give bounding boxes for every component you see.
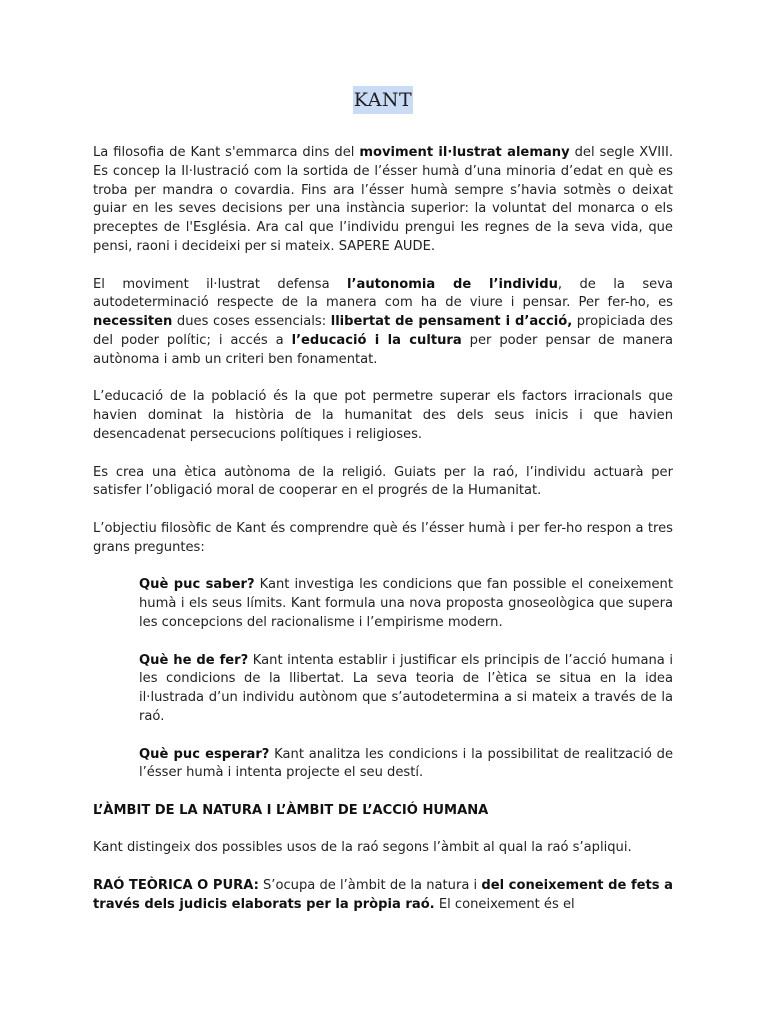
paragraph-reason-uses: Kant distingeix dos possibles usos de la raó segons l’àmbit al qual la raó s’apliqui.	[93, 840, 632, 856]
p2-bold-4: l’educació i la cultura	[291, 332, 462, 348]
p2-text-3: dues coses essencials:	[172, 314, 331, 330]
question-hope-title: Què puc esperar?	[139, 746, 270, 762]
paragraph-theoretical-reason	[93, 877, 673, 915]
question-hope-text: Kant analitza les condicions i la possibilitat de realització de l’ésser humà i intenta projecte el seu destí.	[139, 746, 673, 781]
p1-text-1: La filosofia de Kant s'emmarca dins del	[93, 145, 360, 160]
p1-bold-1: moviment il·lustrat alemany	[359, 145, 570, 160]
p2-text-4: propiciada des del poder polític; i accés a	[93, 314, 673, 348]
paragraph-objective: L’objectiu filosòfic de Kant és comprendre què és l’ésser humà i per fer-ho respon a tres grans preguntes:	[93, 520, 673, 555]
question-do-title: Què he de fer?	[139, 652, 249, 668]
document-page	[93, 0, 673, 915]
section-heading: L’ÀMBIT DE LA NATURA I L’ÀMBIT DE L’ACCIÓ HUMANA	[93, 802, 489, 818]
paragraph-education: L’educació de la població és la que pot permetre superar els factors irracionals que havien dominat la història de la humanitat des dels seus inicis i que havien desencadenat persecucions polítiques i religioses.	[93, 389, 673, 442]
question-do	[139, 652, 673, 727]
p7-bold-2: del coneixement de fets a través dels judicis elaborats per la pròpia raó.	[93, 878, 673, 912]
p2-text-1: El moviment il·lustrat defensa	[93, 276, 348, 292]
p7-text-2: El coneixement és el	[434, 896, 575, 912]
paragraph-intro	[93, 144, 673, 257]
p2-bold-2: necessiten	[93, 314, 173, 330]
p2-bold-1: l’autonomia de l’individu	[347, 276, 558, 292]
p1-text-2: del segle XVIII. Es concep la Il·lustració com la sortida de l’ésser humà d’una minoria d’edat en què es troba per mandra o covardia. Fins ara l’ésser humà sempre s’havia sotmès o deixat guiar en les seves decisions per una instància superior: la voluntat del monarca o els preceptes de l'Església. Ara cal que l’individu prengui les regnes de la seva vida, que pensi, raoni i decideixi per si mateix. SAPERE AUDE.	[93, 145, 673, 254]
p7-bold-1: RAÓ TEÒRICA O PURA:	[93, 878, 259, 894]
title-row	[93, 0, 673, 119]
page-title: KANT	[353, 86, 413, 114]
paragraph-autonomy	[93, 276, 673, 370]
question-know-title: Què puc saber?	[139, 577, 255, 593]
paragraph-ethics: Es crea una ètica autònoma de la religió. Guiats per la raó, l’individu actuarà per satisfer l’obligació moral de cooperar en el progrés de la Humanitat.	[93, 464, 673, 499]
p2-text-2: , de la seva autodeterminació respecte de la manera com ha de viure i pensar. Per fer-ho, es	[93, 276, 673, 311]
question-know	[139, 576, 673, 632]
question-do-text: Kant intenta establir i justificar els principis de l’acció humana i les condicions de la llibertat. La seva teoria de l’ètica se situa en la idea il·lustrada d’un individu autònom que s’autodetermina a si mateix a través de la raó.	[139, 652, 673, 724]
p7-text-1: S’ocupa de l’àmbit de la natura i	[258, 878, 482, 894]
question-hope	[139, 746, 673, 784]
p2-bold-3: llibertat de pensament i d’acció,	[330, 314, 573, 330]
p2-text-5: per poder pensar de manera autònoma i amb un criteri ben fonamentat.	[93, 332, 673, 367]
question-know-text: Kant investiga les condicions que fan possible el coneixement humà i els seus límits. Kant formula una nova proposta gnoseològica que supera les concepcions del racionalisme i l’empirisme modern.	[139, 577, 673, 630]
